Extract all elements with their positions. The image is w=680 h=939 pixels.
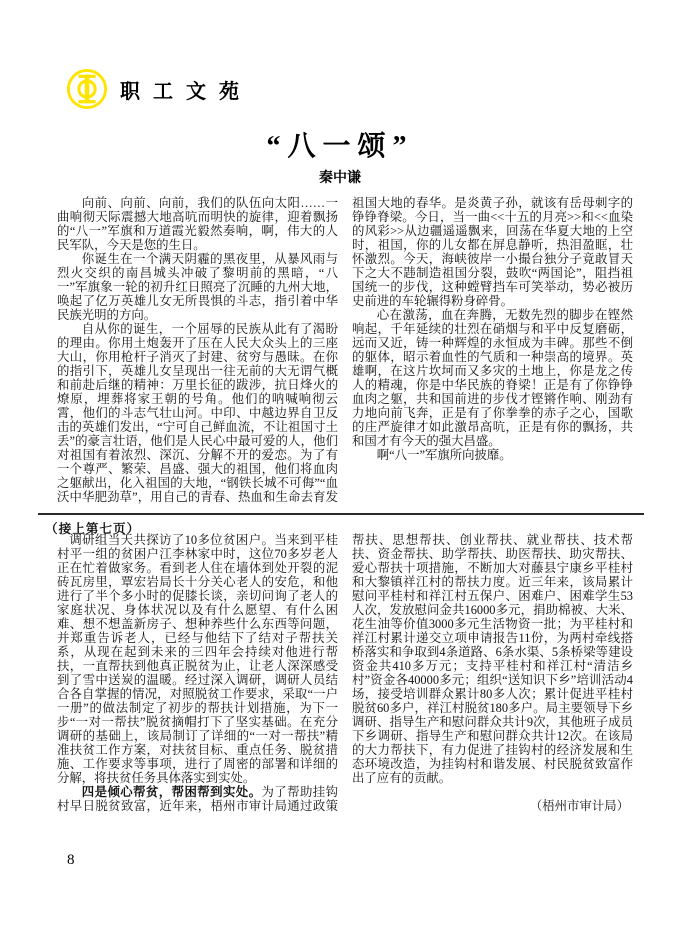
article-paragraph: 调研组当天共探访了10多位贫困户。当来到平桂村平一组的贫困户江李林家中时，这位70多岁老人正在忙着做家务。看到老人住在墙体到处开裂的泥砖瓦房里，覃宏岩局长十分关心老人的安危，和他进行了半个多小时的促膝长谈，亲切问询了老人的家庭状况、身体状况以及有什么愿望、有什么困难、想不想盖新房子、想种养些什么东西等问题，并郑重告诉老人，已经与他结下了结对子帮扶关系，从现在起到未来的三四年会持续对他进行帮扶，一直帮扶到他真正脱贫为止，让老人深深感受到了雪中送炭的温暖。经过深入调研，调研人员结合各自掌握的情况，对照脱贫工作要求，采取“一户一册”的做法制定了初步的帮扶计划措施，为下一步“一对一帮扶”脱贫摘帽打下了坚实基础。在充分调研的基础上，该局制订了详细的“一对一帮扶”精准扶贫工作方案，对扶贫目标、重点任务、脱贫措施、工作要求等事项，进行了周密的部署和详细的分解，将扶贫任务具体落实到实处。 — [57, 533, 338, 785]
poem-paragraph: 你诞生在一个满天阴霾的黑夜里，从暴风雨与烈火交织的南昌城头冲破了黎明前的黑暗，“八一”军旗象一轮的初升红日照亮了沉睡的九州大地，唤起了亿万英雄儿女无所畏惧的斗志，指引着中华民族光明的方向。 — [57, 252, 338, 322]
poem-paragraph: 自从你的诞生，一个屈辱的民族从此有了渴盼的理由。你用土炮轰开了压在人民大众头上的三座大山，你用枪杆子消灭了封建、贫穷与愚昧。在你的指引下，英雄儿女呈现出一往无前的大无谓气概和前赴后继的精神：万里长征的跋涉，抗日烽火的燎原，埋葬将家王朝的号角。他们的呐喊响彻云霄，他们的斗志气壮山河。中印、中越边界自卫反击的英雄们发出，“宁可自己鲜血流，不让祖国寸土丢”的豪言壮语，他们是人民心中最可爱的人，他们对祖国有着浓烈、深沉、分解不开的爱恋。为了有一个尊严、繁荣、昌盛、强大的祖国，他们将血肉之躯献出，化入祖国的大地，“钢铁长城不可侮”“血沃中华肥劲草”，用自己的青春、热血和生命去育发祖国大地的春华。是炎黄子孙，就该有岳母刺字的铮铮脊梁。今日，当一曲<<十五的月亮>>和<<血染的风彩>>从边疆遥遥飘来，回荡在华夏大地的上空时，祖国，你的儿女都在屏息静听，热泪盈眶，壮怀激烈。今天，海峡彼岸一小撮台独分子竟敢冒天下之大不韪制造祖国分裂，鼓吹“两国论”，阻挡祖国统一的步伐，这种螳臂挡车可笑举动，势必被历史前进的车轮辗得粉身碎骨。 — [57, 196, 633, 504]
poem-paragraph: 啊“八一”军旗所向披靡。 — [376, 448, 512, 462]
article-divider — [38, 513, 644, 515]
section-masthead — [66, 68, 252, 110]
emblem-bottom-bar — [78, 100, 95, 103]
poem-paragraph: 心在激荡，血在奔腾，无数先烈的脚步在铿然响起，千年延续的壮烈在硝烟与和平中反复磨砺，远而又近，铸一种辉煌的永恒成为丰碑。那些不倒的躯体，昭示着血性的气质和一种崇高的境界。英雄啊，在这片坎坷而又多灾的土地上，你是龙之传人的精魂，你是中华民族的脊梁！正是有了你铮铮血肉之躯，共和国前进的步伐才铿锵作响、刚劲有力地向前飞奔，正是有了你拳拳的赤子之心，国歌的庄严旋律才如此激昂高吭，正是有你的飘扬，共和国才有今天的强大昌盛。 — [352, 308, 633, 448]
emblem-vertical-bar — [85, 75, 90, 104]
section-title: 职工文苑 — [120, 80, 252, 103]
emblem-top-bar — [78, 75, 95, 78]
article-attribution: （梧州市审计局） — [529, 799, 629, 813]
poem-paragraph: 向前、向前、向前，我们的队伍向太阳……一曲响彻天际震撼大地高吭而明快的旋律，迎着飘扬的“八一”军旗和万道霞光毅然奏响，啊，伟大的人民军队，今天是您的生日。 — [57, 196, 338, 252]
page-number: 8 — [67, 852, 75, 868]
article-body — [57, 533, 633, 825]
article-bold-lead: 四是倾心帮贫，帮困帮到实处。 — [81, 785, 262, 799]
continuation-note: （接上第七页） — [45, 522, 141, 536]
poem-body — [57, 196, 633, 514]
poem-author: 秦中谦 — [319, 171, 361, 186]
trade-union-emblem-icon — [66, 68, 108, 110]
article-paragraph-text: 为了帮助挂钩村早日脱贫致富，近年来，梧州市审计局通过政策帮扶、思想帮扶、创业帮扶、就业帮扶、技术帮扶、资金帮扶、助学帮扶、助医帮扶、助灾帮扶、爱心帮扶十项措施，不断加大对藤县宁康乡平桂村和大黎镇祥江村的帮扶力度。近三年来，该局累计慰问平桂村和祥江村五保户、困难户、困难学生53人次，发放慰问金共16000多元，捐助棉被、大米、花生油等价值3000多元生活物资一批；为平桂村和祥江村累计递交立项申请报告11份，为两村牵线搭桥落实和争取到4条道路、6条水渠、5条桥梁等建设资金共410多万元；支持平桂村和祥江村“清洁乡村”资金各40000多元；组织“送知识下乡”培训活动4场，接受培训群众累计80多人次；累计促进平桂村脱贫60多户，祥江村脱贫180多户。局主要领导下乡调研、指导生产和慰问群众共计9次，其他班子成员下乡调研、指导生产和慰问群众共计12次。在该局的大力帮扶下，有力促进了挂钩村的经济发展和生态环境改造，为挂钩村和谐发展、村民脱贫致富作出了应有的贡献。 — [57, 533, 633, 813]
poem-title: “八一颂” — [266, 131, 414, 162]
